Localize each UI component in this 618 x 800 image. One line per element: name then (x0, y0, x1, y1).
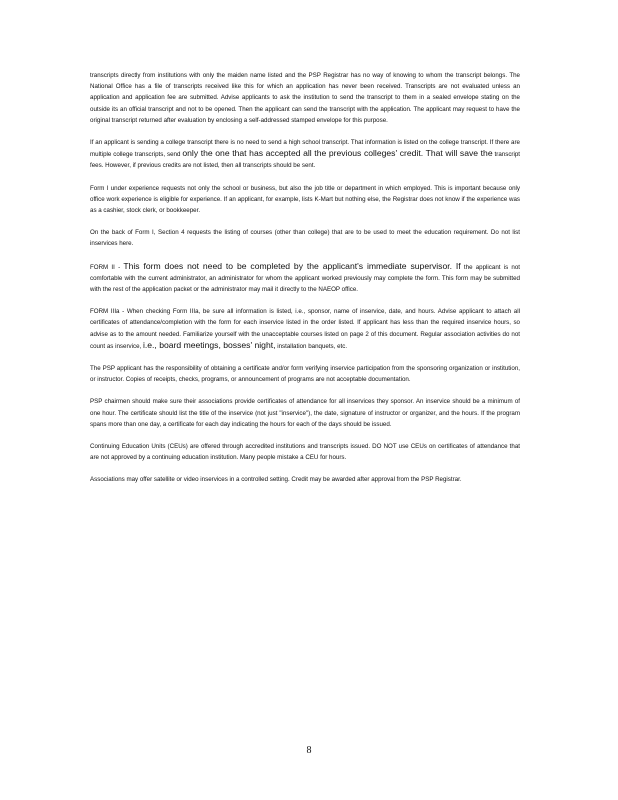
paragraph (90, 363, 520, 385)
paragraph (90, 227, 520, 249)
emphasized-text: i.e., board meetings, bosses' night, (142, 339, 276, 350)
paragraph-text: Associations may offer satellite or video inservices in a controlled setting. Credit may be awarded after approval from the PSP Registrar. (90, 476, 462, 484)
paragraph-text: Continuing Education Units (CEUs) are offered through accredited institutions and transcripts issued. DO NOT use CEUs on certificates of attendance that are not approved by a continuing education institution. Many people mistake a CEU for hours. (90, 443, 520, 462)
paragraph-text: The PSP applicant has the responsibility of obtaining a certificate and/or form verifying inservice participation from the sponsoring organization or institution, or instructor. Copies of receipts, checks, programs, or announcement of programs are not acceptable documentation. (90, 365, 520, 384)
paragraph (90, 396, 520, 430)
paragraph (90, 474, 520, 485)
paragraph-text: Form I under experience requests not only the school or business, but also the job title or department in which employed. This is important because only office work experience is eligible for experience. If an applicant, for example, lists K-Mart but nothing else, the Registrar does not know if the experience was as a cashier, stock clerk, or bookkeeper. (90, 184, 520, 215)
paragraph-text: transcripts directly from institutions with only the maiden name listed and the PSP Registrar has no way of knowing to whom the transcript belongs. The National Office has a file of transcripts received like this for which an application has never been received. Transcripts are not evaluated unless an application and application fee are submitted. Advise applicants to ask the institution to send the transcript to them in a sealed envelope stating on the outside its an official transcript and not to be opened. Then the applicant can send the transcript with the application. The applicant may request to have the original transcript returned after evaluation by enclosing a self-addressed stamped envelope for this purpose. (90, 72, 520, 124)
paragraph-text: FORM II - (90, 263, 124, 271)
paragraph (90, 261, 520, 296)
paragraph (90, 183, 520, 217)
page-number: 8 (306, 745, 312, 756)
paragraph (90, 137, 520, 172)
paragraph-text: the applicant is not comfortable with the current administrator, an administrator for whom the applicant worked previously may complete the form. This form may be submitted with the rest of the application packet or the administrator may mail it directly to the NAEOP office. (90, 263, 520, 294)
document-body (90, 70, 520, 497)
emphasized-text: only the one that has accepted all the previous colleges' credit. That will save the (182, 148, 493, 159)
paragraph (90, 70, 520, 126)
emphasized-text: This form does not need to be completed by the applicant's immediate supervisor. If (123, 260, 461, 271)
paragraph-text: FORM IIIa - When checking Form IIIa, be sure all information is listed, i.e., sponsor, name of inservice, date, and hours. Advise applicant to attach all certificates of attendance/completion with the form for each inservice listed in the order listed. If applicant has less than the required inservice hours, so advise as to the amount needed. Familiarize yourself with the unacceptable courses listed on page 2 of this document. Regular association activities do not count as inservice, (90, 308, 520, 350)
paragraph-text: On the back of Form I, Section 4 requests the listing of courses (other than college) that are to be used to meet the education requirement. Do not list inservices here. (90, 229, 520, 248)
paragraph-text: If an applicant is sending a college transcript there is no need to send a high school transcript. That information is listed on the college transcript. If there are multiple college transcripts, send (90, 139, 520, 159)
paragraph (90, 306, 520, 352)
paragraph-text: PSP chairmen should make sure their associations provide certificates of attendance for all inservices they sponsor. An inservice should be a minimum of one hour. The certificate should list the title of the inservice (not just "inservice"), the date, signature of instructor or organizer, and the hours. If the program spans more than one day, a certificate for each day indicating the hours for each of the days should be issued. (90, 398, 520, 428)
paragraph-text: installation banquets, etc. (275, 342, 348, 350)
paragraph (90, 441, 520, 463)
paragraph-text: transcript fees. However, if previous credits are not listed, then all transcripts should be sent. (90, 151, 521, 170)
